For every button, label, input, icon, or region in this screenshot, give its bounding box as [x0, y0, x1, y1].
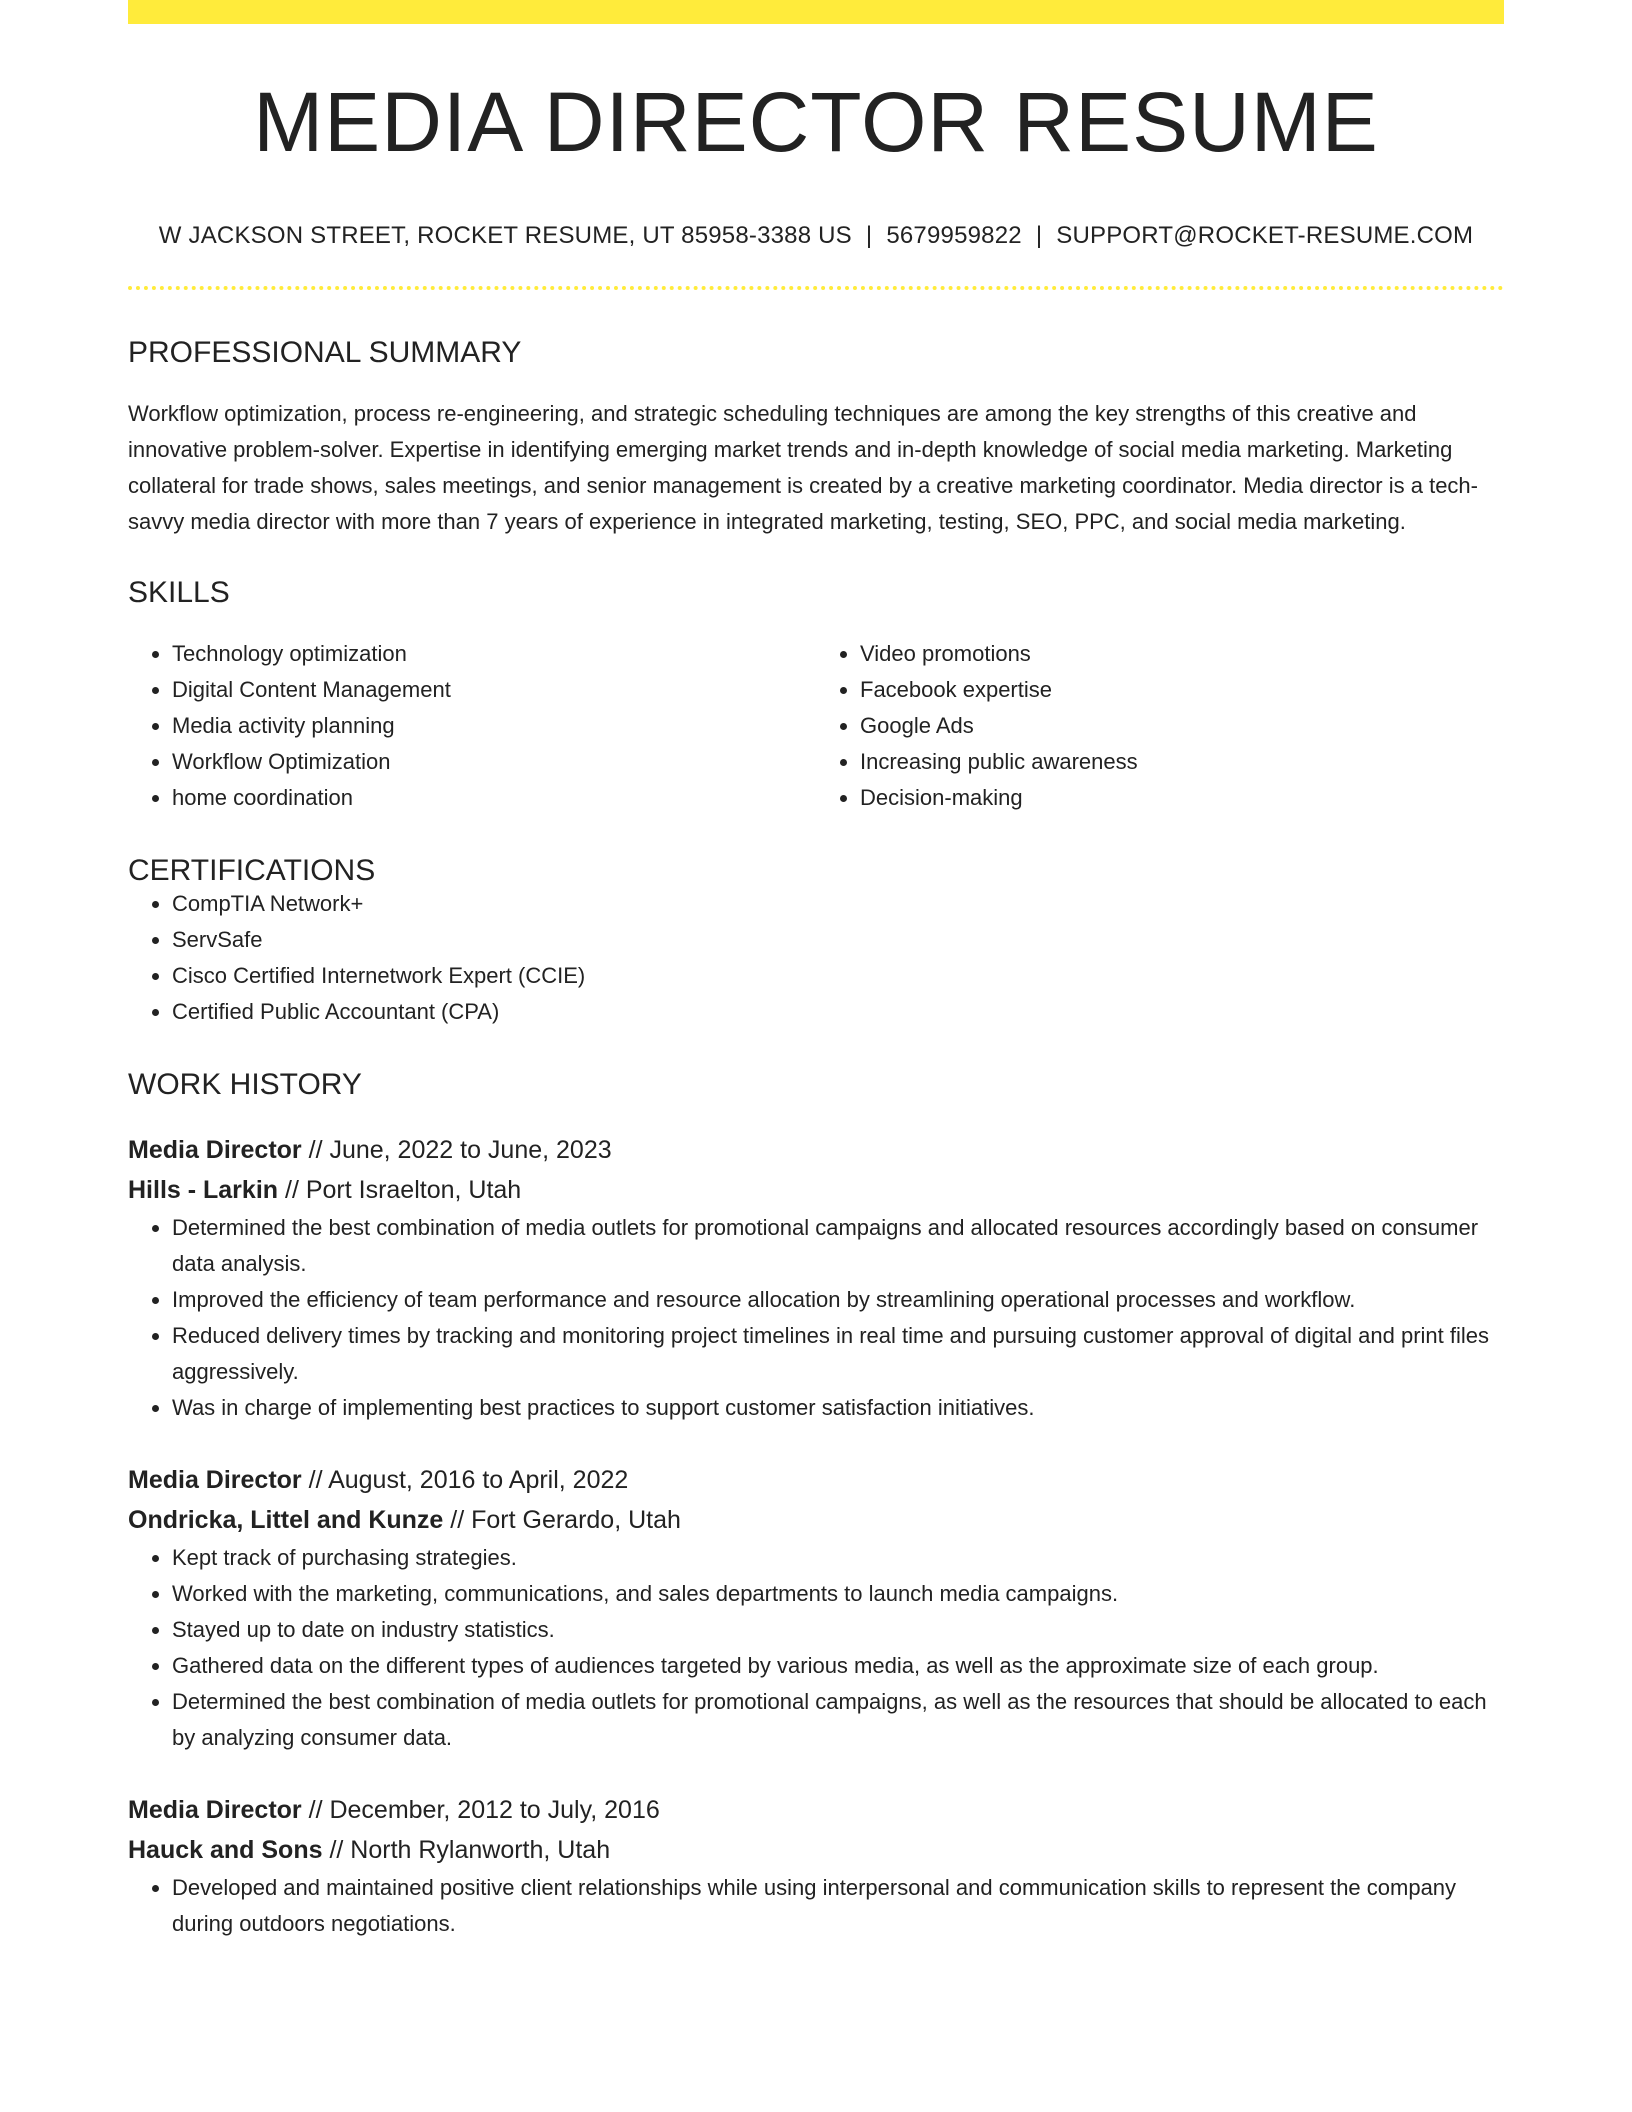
job-entry — [128, 1790, 1504, 1942]
resume-title: MEDIA DIRECTOR RESUME — [253, 75, 1379, 169]
job-location: // Fort Gerardo, Utah — [443, 1506, 681, 1534]
skill-item: • Video promotions — [860, 636, 1504, 672]
job-bullet: • Determined the best combination of media outlets for promotional campaigns and allocated resources accordingly based on consumer data analysis. — [172, 1210, 1504, 1282]
summary-heading: PROFESSIONAL SUMMARY — [128, 336, 522, 369]
job-bullet: • Worked with the marketing, communications, and sales departments to launch media campaigns. — [172, 1576, 1504, 1612]
job-bullets — [128, 1540, 1504, 1756]
job-bullet: • Determined the best combination of media outlets for promotional campaigns, as well as the resources that should be allocated to each by analyzing consumer data. — [172, 1684, 1504, 1756]
job-bullet: • Stayed up to date on industry statistics. — [172, 1612, 1504, 1648]
job-bullets — [128, 1210, 1504, 1426]
contact-address: W JACKSON STREET, ROCKET RESUME, UT 85958-3388 US — [158, 222, 852, 249]
certifications-heading: CERTIFICATIONS — [128, 854, 376, 887]
skills-right-list — [816, 636, 1504, 816]
job-role-line — [128, 1460, 1504, 1500]
top-accent-bar — [128, 0, 1504, 24]
resume-page — [128, 0, 1504, 1942]
job-entry — [128, 1130, 1504, 1426]
dotted-divider — [128, 286, 1504, 290]
job-bullet: • Developed and maintained positive client relationships while using interpersonal and communication skills to represent the company during outdoors negotiations. — [172, 1870, 1504, 1942]
job-company-line — [128, 1830, 1504, 1870]
job-bullet: • Kept track of purchasing strategies. — [172, 1540, 1504, 1576]
job-location: // Port Israelton, Utah — [278, 1176, 522, 1204]
job-dates: // December, 2012 to July, 2016 — [301, 1796, 660, 1824]
job-location: // North Rylanworth, Utah — [322, 1836, 611, 1864]
job-bullet: • Gathered data on the different types of audiences targeted by various media, as well as the approximate size of each group. — [172, 1648, 1504, 1684]
job-company-line — [128, 1170, 1504, 1210]
job-role-line — [128, 1790, 1504, 1830]
job-dates: // June, 2022 to June, 2023 — [301, 1136, 612, 1164]
work-history-list — [128, 1130, 1504, 1942]
work-history-heading: WORK HISTORY — [128, 1068, 362, 1101]
job-role: Media Director — [128, 1466, 302, 1494]
job-bullet: • Reduced delivery times by tracking and monitoring project timelines in real time and pursuing customer approval of digital and print files aggressively. — [172, 1318, 1504, 1390]
job-company: Ondricka, Littel and Kunze — [128, 1506, 444, 1534]
job-bullet: • Improved the efficiency of team performance and resource allocation by streamlining operational processes and workflow. — [172, 1282, 1504, 1318]
certifications-list — [128, 886, 1504, 1030]
job-role: Media Director — [128, 1796, 302, 1824]
job-company-line — [128, 1500, 1504, 1540]
job-role: Media Director — [128, 1136, 302, 1164]
job-company: Hauck and Sons — [128, 1836, 323, 1864]
contact-email: SUPPORT@ROCKET-RESUME.COM — [1056, 222, 1474, 249]
job-dates: // August, 2016 to April, 2022 — [301, 1466, 629, 1494]
job-entry — [128, 1460, 1504, 1756]
skill-item: • Facebook expertise — [860, 672, 1504, 708]
skill-item: • Digital Content Management — [172, 672, 816, 708]
contact-separator: | — [865, 222, 873, 249]
job-role-line — [128, 1130, 1504, 1170]
contact-separator: | — [1035, 222, 1043, 249]
skills-left-list — [128, 636, 816, 816]
contact-phone: 5679959822 — [886, 222, 1022, 249]
certification-item: • Cisco Certified Internetwork Expert (CCIE) — [172, 958, 1504, 994]
job-bullets — [128, 1870, 1504, 1942]
certification-item: • CompTIA Network+ — [172, 886, 1504, 922]
skill-item: • Decision-making — [860, 780, 1504, 816]
certification-item: • ServSafe — [172, 922, 1504, 958]
skills-columns — [128, 636, 1504, 816]
skills-heading: SKILLS — [128, 576, 230, 609]
contact-line — [128, 222, 1504, 250]
skill-item: • Google Ads — [860, 708, 1504, 744]
skill-item: • Workflow Optimization — [172, 744, 816, 780]
skill-item: • Technology optimization — [172, 636, 816, 672]
skill-item: • Media activity planning — [172, 708, 816, 744]
skill-item: • home coordination — [172, 780, 816, 816]
job-company: Hills - Larkin — [128, 1176, 279, 1204]
job-bullet: • Was in charge of implementing best practices to support customer satisfaction initiatives. — [172, 1390, 1504, 1426]
certification-item: • Certified Public Accountant (CPA) — [172, 994, 1504, 1030]
skill-item: • Increasing public awareness — [860, 744, 1504, 780]
summary-text: Workflow optimization, process re-engineering, and strategic scheduling techniques are among the key strengths of this creative and innovative problem-solver. Expertise in identifying emerging market trends and in-depth knowledge of social media marketing. Marketing collateral for trade shows, sales meetings, and senior management is created by a creative marketing coordinator. Media director is a tech-savvy media director with more than 7 years of experience in integrated marketing, testing, SEO, PPC, and social media marketing. — [128, 401, 1478, 534]
